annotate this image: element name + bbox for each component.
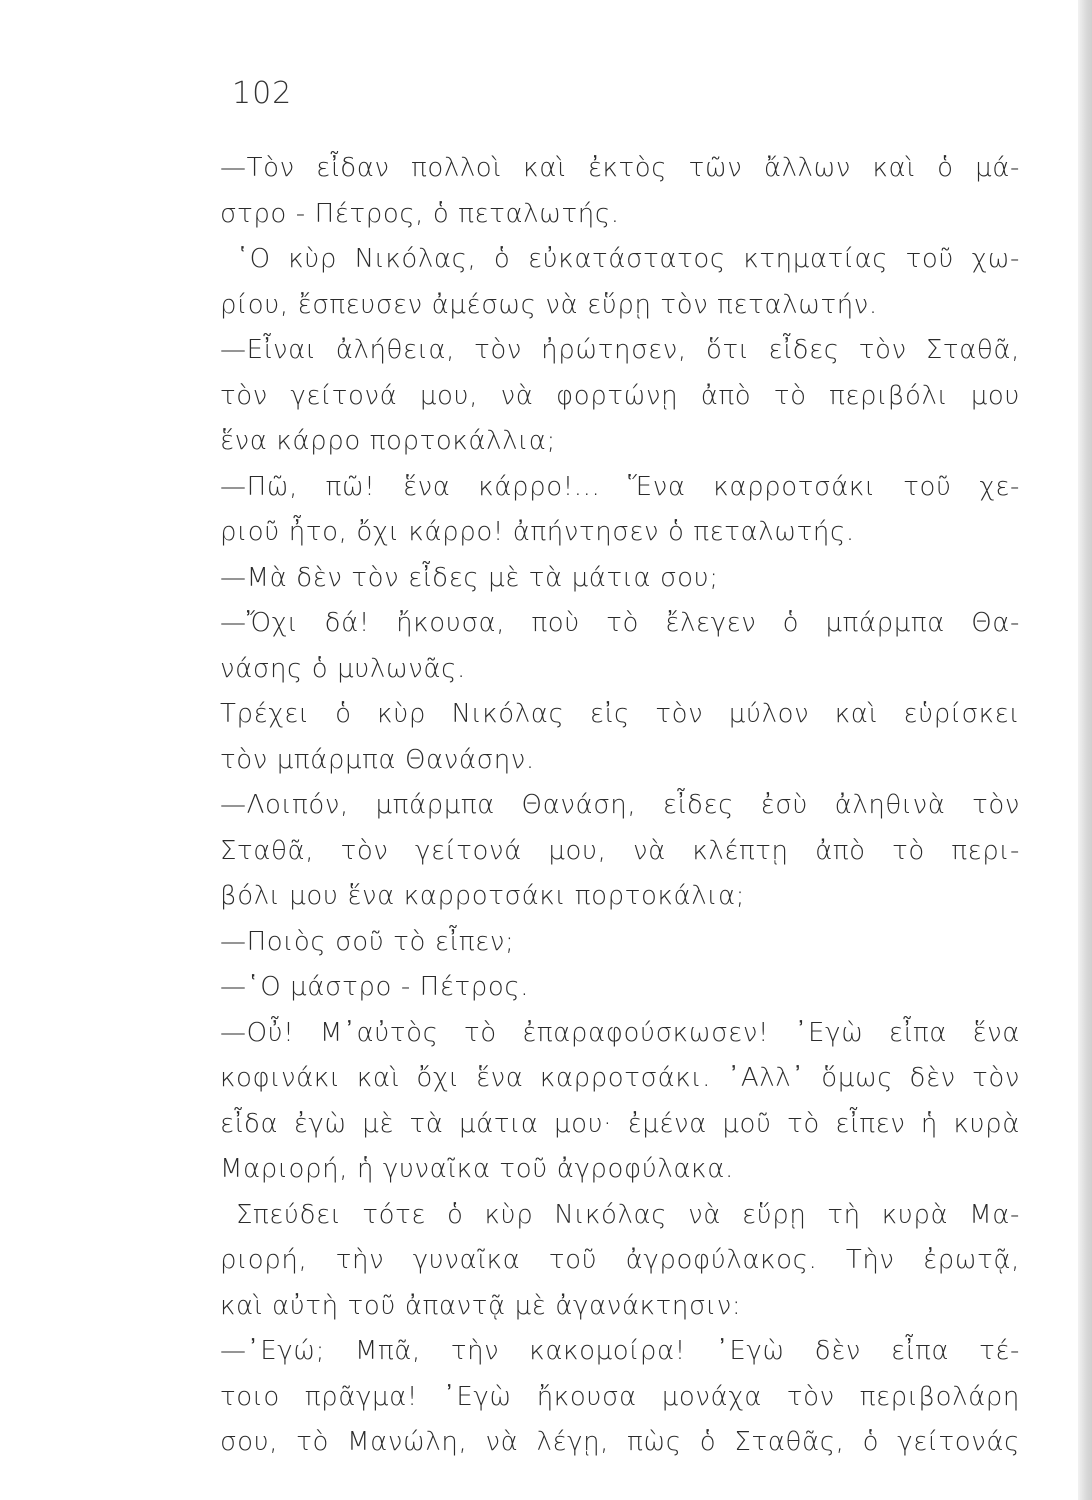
text-line: Τρέχει ὁ κὺρ Νικόλας εἰς τὸν μύλον καὶ εὑρίσκει	[220, 699, 1020, 729]
text-line: Μαριορή, ἡ γυναῖκα τοῦ ἀγροφύλακα.	[220, 1154, 734, 1184]
text-line: —Ποιὸς σοῦ τὸ εἶπεν;	[220, 926, 515, 957]
text-line: τοιο πρᾶγμα! ᾿Εγὼ ἤκουσα μονάχα τὸν περιβολάρη	[220, 1381, 1020, 1412]
text-line: —Μὰ δὲν τὸν εἶδες μὲ τὰ μάτια σου;	[220, 562, 719, 593]
text-line: ριοῦ ἦτο, ὄχι κάρρο! ἀπήντησεν ὁ πεταλωτής.	[220, 517, 855, 547]
text-line: εἶδα ἐγὼ μὲ τὰ μάτια μου· ἐμένα μοῦ τὸ εἶπεν ἡ κυρὰ	[220, 1108, 1020, 1139]
text-line: —Οὖ! Μ᾿αὐτὸς τὸ ἐπαραφούσκωσεν! ᾿Εγὼ εἶπα ἕνα	[220, 1017, 1020, 1048]
text-line: τὸν μπάρμπα Θανάσην.	[220, 744, 535, 775]
text-line: —῾Ο μάστρο - Πέτρος.	[220, 972, 530, 1002]
text-line: στρο - Πέτρος, ὁ πεταλωτής.	[220, 198, 620, 229]
text-line: ρίου, ἔσπευσεν ἀμέσως νὰ εὕρῃ τὸν πεταλωτήν.	[220, 289, 878, 320]
text-line: —Λοιπόν, μπάρμπα Θανάση, εἶδες ἐσὺ ἀληθινὰ τὸν	[220, 790, 1020, 820]
text-line: —᾿Εγώ; Μπᾶ, τὴν κακομοίρα! ᾿Εγὼ δὲν εἶπα τέ-	[220, 1336, 1020, 1366]
text-line: Σταθᾶ, τὸν γείτονά μου, νὰ κλέπτῃ ἀπὸ τὸ περι-	[220, 835, 1020, 866]
text-line: κοφινάκι καὶ ὄχι ἕνα καρροτσάκι. ᾿Αλλ᾿ ὅμως δὲν τὸν	[220, 1063, 1020, 1093]
text-line: καὶ αὐτὴ τοῦ ἀπαντᾷ μὲ ἀγανάκτησιν:	[220, 1290, 742, 1321]
text-line: νάσης ὁ μυλωνᾶς.	[220, 653, 466, 684]
text-line: σου, τὸ Μανώλη, νὰ λέγῃ, πὼς ὁ Σταθᾶς, ὁ γείτονάς	[220, 1427, 1020, 1457]
text-line: Σπεύδει τότε ὁ κὺρ Νικόλας νὰ εὕρῃ τὴ κυρὰ Μα-	[236, 1199, 1020, 1230]
text-line: ἕνα κάρρο πορτοκάλλια;	[220, 426, 556, 456]
text-line: τὸν γείτονά μου, νὰ φορτώνῃ ἀπὸ τὸ περιβόλι μου	[220, 380, 1020, 411]
text-line: βόλι μου ἕνα καρροτσάκι πορτοκάλια;	[220, 881, 746, 911]
body-text	[220, 146, 1020, 1466]
page-number: 102	[232, 76, 293, 111]
text-line: ῾Ο κὺρ Νικόλας, ὁ εὐκατάστατος κτηματίας τοῦ χω-	[236, 244, 1020, 274]
page-edge-shadow	[1078, 0, 1092, 1500]
text-line: —Πῶ, πῶ! ἕνα κάρρο!... Ἕνα καρροτσάκι τοῦ χε-	[220, 471, 1020, 502]
text-line: ριορή, τὴν γυναῖκα τοῦ ἀγροφύλακος. Τὴν ἐρωτᾷ,	[220, 1245, 1020, 1275]
text-line: —Ὄχι δά! ἤκουσα, ποὺ τὸ ἔλεγεν ὁ μπάρμπα Θα-	[220, 608, 1020, 638]
text-line: —Εἶναι ἀλήθεια, τὸν ἠρώτησεν, ὅτι εἶδες τὸν Σταθᾶ,	[220, 335, 1020, 365]
text-line: —Τὸν εἶδαν πολλοὶ καὶ ἐκτὸς τῶν ἄλλων καὶ ὁ μά-	[220, 153, 1020, 183]
